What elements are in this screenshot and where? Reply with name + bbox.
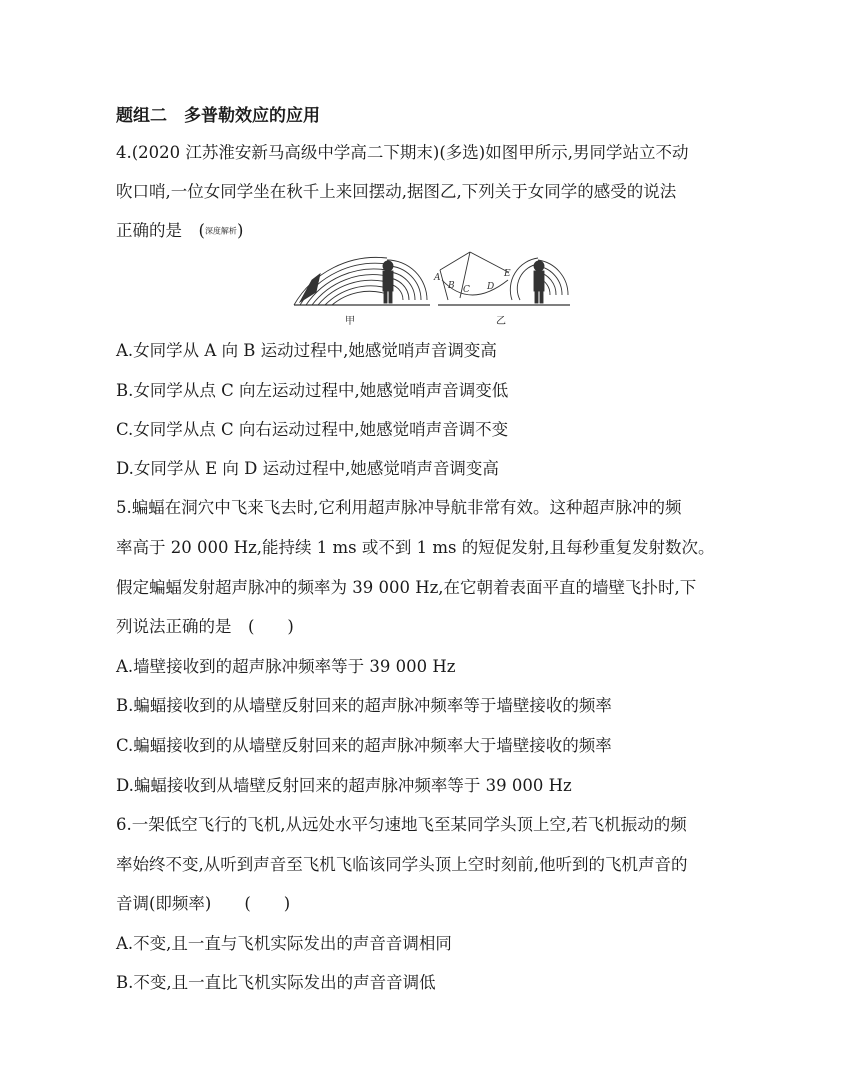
q6-stem-line-2: 率始终不变,从听到声音至飞机飞临该同学头顶上空时刻前,他听到的飞机声音的 — [116, 855, 688, 874]
q4-stem-line-2: 吹口哨,一位女同学坐在秋千上来回摆动,据图乙,下列关于女同学的感受的说法 — [116, 182, 677, 201]
q4-option-d: D.女同学从 E 向 D 运动过程中,她感觉哨声音调变高 — [116, 459, 499, 478]
figure-jia — [294, 257, 430, 305]
q4-stem-text: 正确的是 ( — [116, 221, 205, 240]
point-label-b: B — [448, 281, 455, 291]
q4-option-c: C.女同学从点 C 向右运动过程中,她感觉哨声音调不变 — [116, 420, 509, 439]
q5-stem-line-3: 假定蝙蝠发射超声脉冲的频率为 39 000 Hz,在它朝着表面平直的墙壁飞扑时,下 — [116, 578, 697, 597]
q4-stem-close: ) — [236, 221, 244, 240]
q5-stem-line-2: 率高于 20 000 Hz,能持续 1 ms 或不到 1 ms 的短促发射,且每秒重复发射数次。 — [116, 538, 715, 557]
q5-stem-line-1: 5.蝙蝠在洞穴中飞来飞去时,它利用超声脉冲导航非常有效。这种超声脉冲的频 — [116, 498, 682, 517]
q5-option-c: C.蝙蝠接收到的从墙壁反射回来的超声脉冲频率大于墙壁接收的频率 — [116, 736, 612, 755]
q4-stem-line-1: 4.(2020 江苏淮安新马高级中学高二下期末)(多选)如图甲所示,男同学站立不动 — [116, 143, 689, 162]
point-label-e: E — [504, 269, 511, 279]
section-title: 题组二 多普勒效应的应用 — [116, 106, 320, 126]
q5-stem-line-4: 列说法正确的是 ( ) — [116, 617, 294, 636]
point-label-d: D — [487, 282, 495, 292]
q6-option-a: A.不变,且一直与飞机实际发出的声音音调相同 — [116, 934, 452, 953]
q4-stem-line-3 — [116, 221, 243, 242]
q4-option-b: B.女同学从点 C 向左运动过程中,她感觉哨声音调变低 — [116, 381, 509, 400]
q4-figure — [290, 250, 570, 328]
q5-option-d: D.蝙蝠接收到从墙壁反射回来的超声脉冲频率等于 39 000 Hz — [116, 776, 572, 795]
point-label-a: A — [434, 273, 441, 283]
deep-analysis-tag: 深度解析 — [204, 226, 237, 236]
q6-option-b: B.不变,且一直比飞机实际发出的声音音调低 — [116, 973, 436, 992]
q4-option-a: A.女同学从 A 向 B 运动过程中,她感觉哨声音调变高 — [116, 341, 497, 360]
point-label-c: C — [463, 285, 470, 295]
figure-label-yi: 乙 — [496, 316, 506, 327]
q5-option-b: B.蝙蝠接收到的从墙壁反射回来的超声脉冲频率等于墙壁接收的频率 — [116, 696, 612, 715]
q5-option-a: A.墙壁接收到的超声脉冲频率等于 39 000 Hz — [116, 657, 456, 676]
figure-label-jia: 甲 — [345, 316, 355, 327]
q6-stem-line-1: 6.一架低空飞行的飞机,从远处水平匀速地飞至某同学头顶上空,若飞机振动的频 — [116, 815, 687, 834]
q6-stem-line-3: 音调(即频率) ( ) — [116, 894, 291, 913]
